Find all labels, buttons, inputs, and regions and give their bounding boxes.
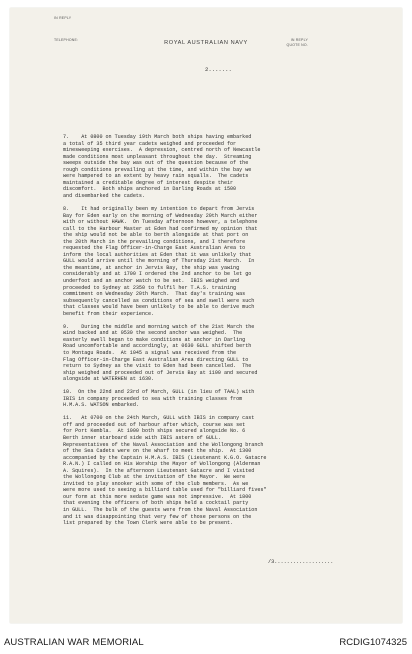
page-number: 2....... xyxy=(205,66,232,73)
archive-reference-id: RCDIG1074325 xyxy=(339,637,407,648)
text-line: the 20th March in the prevailing conditions, and I therefore xyxy=(63,238,246,245)
text-line: of the Sea Cadets were on the wharf to meet the ship. At 1300 xyxy=(63,448,252,455)
text-line: sweeps outside the bay was out of the question because of the xyxy=(63,160,249,167)
letterhead-organisation: ROYAL AUSTRALIAN NAVY xyxy=(164,40,248,46)
text-line: R.A.N.) I called on His Worship the Mayor of Wollongong (Alderman xyxy=(63,461,261,468)
text-line: with or without HAWK. On Tuesday afternoon however, a telephone xyxy=(63,219,258,226)
text-line: subsequently cancelled as conditions of sea and swell were such xyxy=(63,297,255,304)
text-line: easterly swell began to make conditions at anchor in Darling xyxy=(63,336,246,343)
letterhead-top-left: IN REPLY xyxy=(54,16,72,20)
text-line: alongside at WATERHEN at 1630. xyxy=(63,376,155,383)
paragraph xyxy=(63,389,363,409)
text-line: GULL would arrive until the morning of Thursday 21st March. In xyxy=(63,258,255,265)
reply-ref-line-2: QUOTE NO. xyxy=(286,43,308,47)
text-line: rough conditions prevailing at the time, and within the bay we xyxy=(63,166,252,173)
text-line: for Port Kembla. At 1000 both ships secured alongside No. 6 xyxy=(63,428,246,435)
text-line: Representatives of the Naval Association and the Wollongong branch xyxy=(63,441,264,448)
text-line: to Montagu Roads. At 1045 a signal was received from the xyxy=(63,349,237,356)
text-line: inform the local authorities at Eden that it was unlikely that xyxy=(63,251,252,258)
paragraph xyxy=(63,206,363,317)
text-line: IBIS in company proceeded to sea with training classes from xyxy=(63,395,243,402)
paragraph xyxy=(63,415,363,526)
document-body xyxy=(63,134,363,533)
text-line: the ship would not be able to berth alongside at that port on xyxy=(63,232,249,239)
text-line: that classes would have been unlikely to be able to derive much xyxy=(63,304,255,311)
text-line: underfoot and an anchor watch to be set. IBIS weighed and xyxy=(63,277,240,284)
text-line: maintained a creditable degree of interest despite their xyxy=(63,179,234,186)
text-line: were hampered to an extent by heavy rain squalls. The cadets xyxy=(63,173,249,180)
text-line: off and proceeded out of harbour after which, course was set xyxy=(63,421,246,428)
paragraph xyxy=(63,324,363,383)
text-line: in GULL. The bulk of the guests were from the Naval Association xyxy=(63,506,258,513)
text-line: our form at this more sedate game was not impressive. At 1800 xyxy=(63,493,252,500)
text-line: wind backed and at 0530 the second anchor was weighed. The xyxy=(63,330,243,337)
text-line: 8. It had originally been my intention to depart from Jervis xyxy=(63,205,255,212)
text-line: accompanied by the Captain H.M.A.S. IBIS (Lieutenant K.G.O. Gatacre xyxy=(63,454,267,461)
text-line: A. Squires). In the afternoon Lieutenant Gatacre and I visited xyxy=(63,467,255,474)
text-line: discomfort. Both ships anchored in Darling Roads at 1500 xyxy=(63,186,237,193)
text-line: and it was disappointing that very few of those persons on the xyxy=(63,513,252,520)
text-line: 9. During the middle and morning watch of the 21st March the xyxy=(63,323,255,330)
text-line: H.M.A.S. WATSON embarked. xyxy=(63,402,139,409)
text-line: made conditions most unpleasant throughout the day. Streaming xyxy=(63,153,252,160)
text-line: Bay for Eden early on the morning of Wednesday 20th March either xyxy=(63,212,258,219)
next-page-marker: /3................... xyxy=(268,559,334,565)
text-line: requested the Flag Officer-in-Charge East Australian Area to xyxy=(63,245,246,252)
text-line: benefit from their experience. xyxy=(63,310,155,317)
archive-name: AUSTRALIAN WAR MEMORIAL xyxy=(4,637,144,648)
letterhead-reply-reference xyxy=(287,38,308,48)
text-line: minesweeping exercises. A depression, centred north of Newcastle xyxy=(63,147,261,154)
text-line: Flag Officer-in-Charge East Australian Area directing GULL to xyxy=(63,356,249,363)
text-line: invited to play snooker with some of the club members. As we xyxy=(63,480,249,487)
text-line: ship weighed and proceeded out of Jervis Bay at 1100 and secured xyxy=(63,369,258,376)
text-line: considerably and at 1700 I ordered the 2nd anchor to be let go xyxy=(63,271,252,278)
text-line: 11. At 0700 on the 24th March, GULL with IBIS in company cast xyxy=(63,415,255,422)
text-line: Berth inner starboard side with IBIS astern of GULL. xyxy=(63,434,221,441)
text-line: 7. At 0800 on Tuesday 19th March both ships having embarked xyxy=(63,134,252,140)
paragraph xyxy=(63,134,363,199)
letterhead-telephone: TELEPHONE: xyxy=(54,38,79,42)
text-line: list prepared by the Town Clerk were able to be present. xyxy=(63,520,234,527)
text-line: call to the Harbour Master at Eden had confirmed my opinion that xyxy=(63,225,258,232)
reply-ref-line-1: IN REPLY xyxy=(290,38,308,42)
text-line: return to Sydney as the visit to Eden had been cancelled. The xyxy=(63,363,252,370)
text-line: commitment on Wednesday 20th March. That day's training was xyxy=(63,291,246,298)
text-line: that evening the officers of both ships held a cocktail party xyxy=(63,500,249,507)
text-line: Road uncomfortable and accordingly, at 0630 GULL shifted berth xyxy=(63,343,252,350)
text-line: and disembarked the cadets. xyxy=(63,192,145,199)
text-line: a total of 35 third year cadets weighed and proceeded for xyxy=(63,140,237,147)
text-line: were more used to seeing a billiard table used for "billiard fives" xyxy=(63,487,267,494)
text-line: 10. On the 22nd and 23rd of March, GULL (in lieu of TAAL) with xyxy=(63,389,255,396)
document-page xyxy=(10,8,402,623)
text-line: proceeded to Sydney at 2350 to fulfil her T.A.S. training xyxy=(63,284,237,291)
text-line: the meantime, at anchor in Jervis Bay, the ship was yawing xyxy=(63,264,240,271)
text-line: the Wollongong Club at the invitation of the Mayor. We were xyxy=(63,474,246,481)
